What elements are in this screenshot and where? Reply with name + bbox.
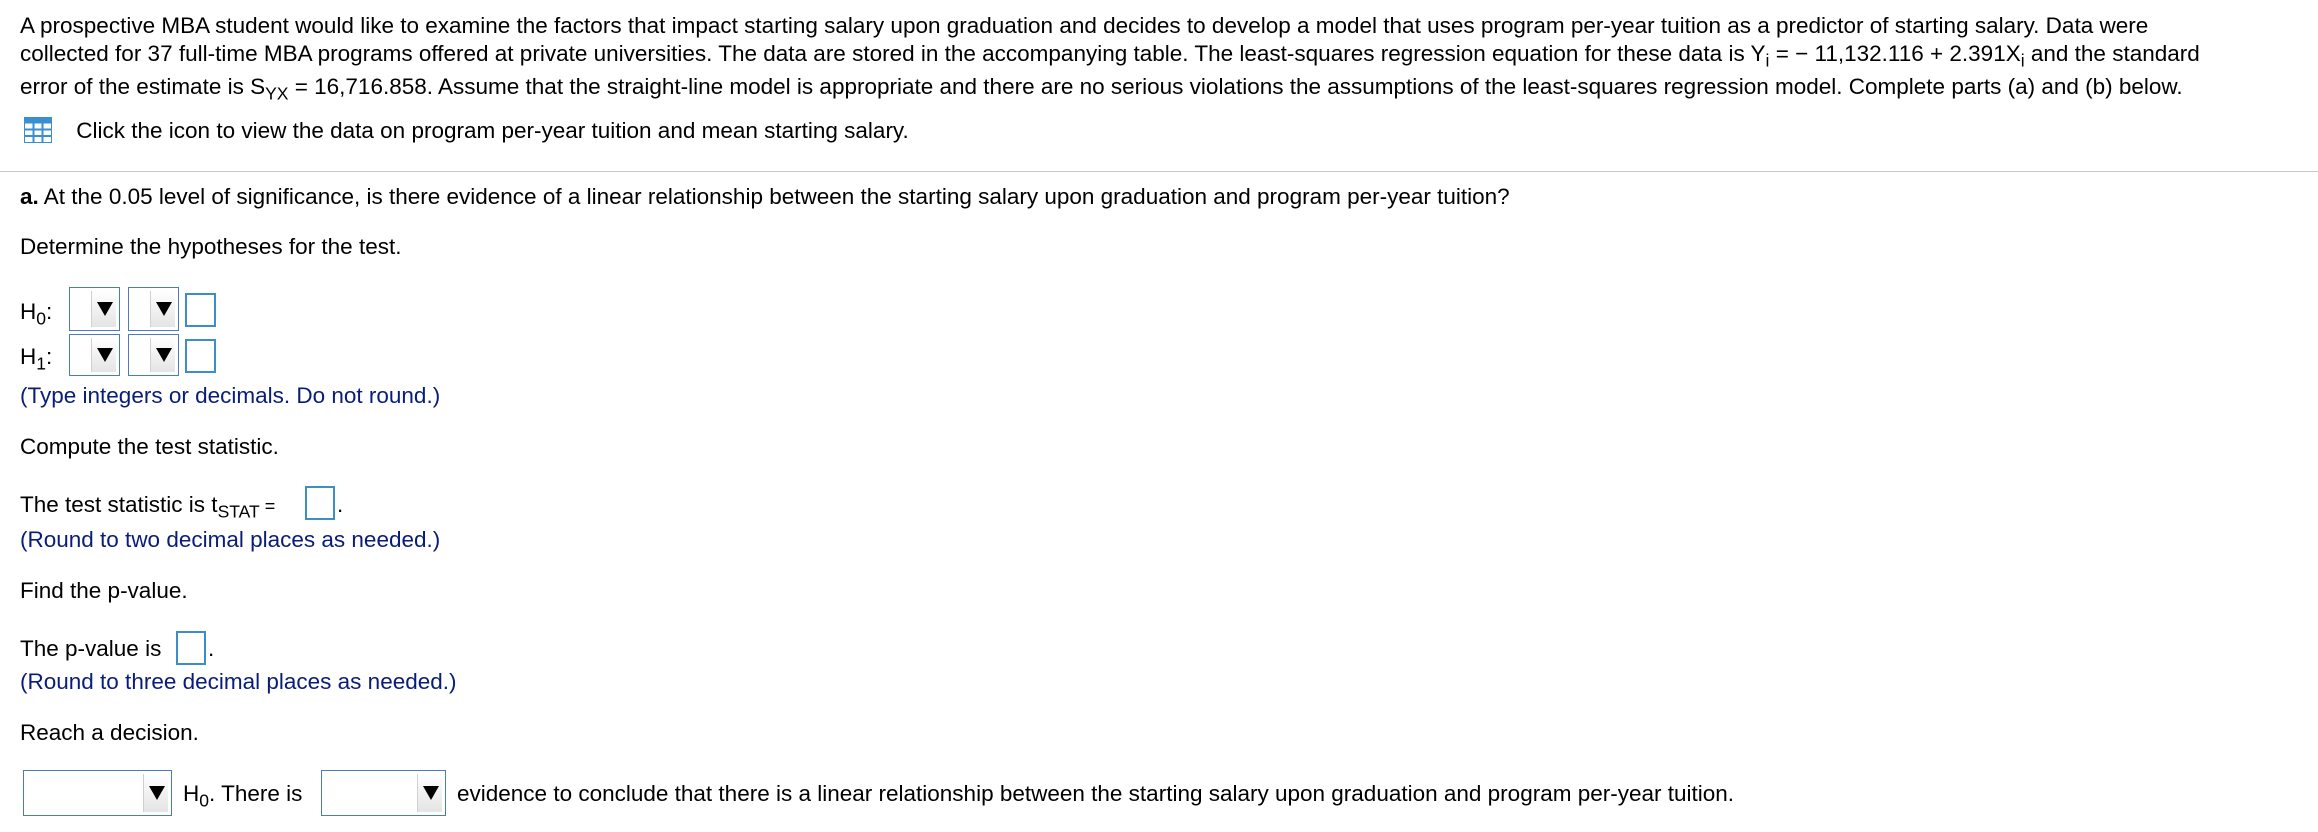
test-stat-note: (Round to two decimal places as needed.)	[20, 527, 441, 552]
part-a-question	[20, 184, 1510, 210]
section-divider	[0, 171, 2318, 172]
chevron-down-icon	[149, 786, 165, 800]
h1-parameter-dropdown[interactable]	[69, 334, 120, 376]
h0-operator-dropdown[interactable]	[128, 287, 179, 331]
chevron-down-icon	[423, 786, 439, 800]
decision-prompt: Reach a decision.	[20, 720, 199, 745]
h0-value-input[interactable]	[185, 293, 216, 327]
part-a-question-text: At the 0.05 level of significance, is there evidence of a linear relationship between the starting salary upon graduation and program per-year tuition?	[43, 184, 1510, 209]
pvalue-line: The p-value is	[20, 636, 162, 661]
h1-operator-dropdown[interactable]	[128, 334, 179, 376]
pvalue-input[interactable]	[176, 631, 206, 665]
test-stat-input[interactable]	[305, 486, 335, 520]
part-a-label: a.	[20, 184, 39, 209]
chevron-down-icon	[97, 348, 113, 362]
h1-value-input[interactable]	[185, 339, 216, 373]
hypotheses-prompt: Determine the hypotheses for the test.	[20, 234, 402, 259]
h1-label: $H_1$:	[20, 344, 53, 374]
chevron-down-icon	[156, 348, 172, 362]
pvalue-period: .	[208, 636, 215, 661]
decision-reject-dropdown[interactable]	[23, 770, 172, 816]
h0-label: $H_0$:	[20, 299, 53, 329]
data-link-text[interactable]: Click the icon to view the data on program per-year tuition and mean starting salary.	[76, 118, 909, 143]
chevron-down-icon	[156, 302, 172, 316]
chevron-down-icon	[97, 302, 113, 316]
problem-statement	[20, 12, 2310, 104]
table-icon[interactable]	[24, 117, 52, 143]
decision-h0-text: $H_0$. There is	[183, 781, 303, 811]
decision-conclusion-text: evidence to conclude that there is a linear relationship between the starting salary upon graduation and program per-year tuition.	[457, 781, 1735, 806]
data-link-row[interactable]	[24, 118, 909, 145]
problem-line-1: A prospective MBA student would like to examine the factors that impact starting salary upon graduation and decides to develop a model that uses program per-year tuition as a predictor of starting salary. Data were	[20, 13, 2149, 38]
decision-evidence-dropdown[interactable]	[321, 770, 446, 816]
problem-line-2: collected for 37 full-time MBA programs offered at private universities. The data are stored in the accompanying table. The least-squares regression equation for these data is $Y_i$ = − $11,132.116 + 2.391X_i$ and the standard	[20, 41, 2200, 71]
pvalue-note: (Round to three decimal places as needed.)	[20, 669, 457, 694]
pvalue-prompt: Find the p-value.	[20, 578, 188, 603]
h0-parameter-dropdown[interactable]	[69, 287, 120, 331]
hypotheses-note: (Type integers or decimals. Do not round.)	[20, 383, 441, 408]
test-stat-prompt: Compute the test statistic.	[20, 434, 279, 459]
test-stat-line: The test statistic is $t_{STAT}$ =	[20, 492, 276, 522]
problem-line-3: error of the estimate is $S_{YX} = 16,716.858$. Assume that the straight-line model is appropriate and there are no serious violations the assumptions of the least-squares regression model. Complete parts (a) and (b) below.	[20, 74, 2183, 104]
test-stat-period: .	[337, 492, 344, 517]
